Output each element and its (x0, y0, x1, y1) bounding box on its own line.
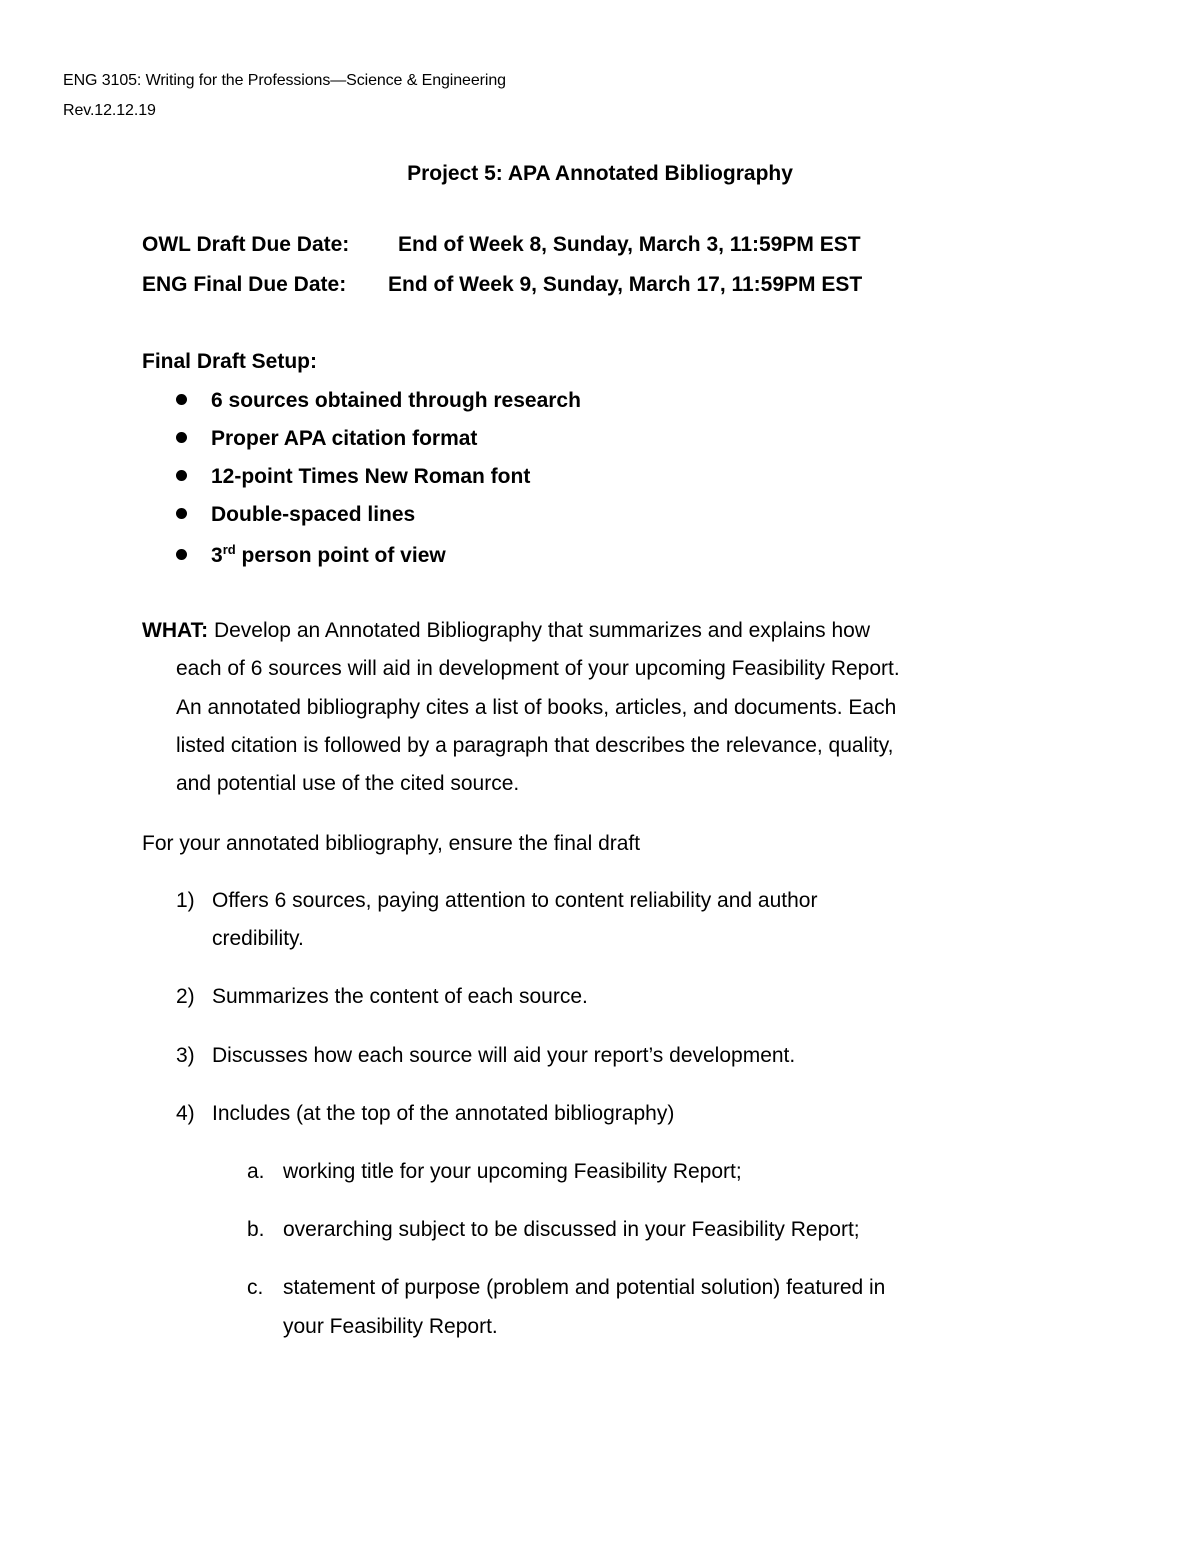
revision-date: Rev.12.12.19 (63, 102, 156, 119)
what-line: and potential use of the cited source. (176, 772, 520, 795)
bullet-icon (176, 432, 187, 443)
what-line: each of 6 sources will aid in development of your upcoming Feasibility Report. (176, 657, 900, 680)
setup-item: 12-point Times New Roman font (176, 465, 530, 489)
sub-item-continued: your Feasibility Report. (283, 1315, 498, 1338)
what-line: WHAT: Develop an Annotated Bibliography that summarizes and explains how (142, 619, 871, 642)
what-line: listed citation is followed by a paragraph that describes the relevance, quality, (176, 734, 894, 757)
course-header: ENG 3105: Writing for the Professions—Science & Engineering (63, 72, 506, 89)
requirement-item: 1) Offers 6 sources, paying attention to content reliability and author (176, 889, 818, 912)
requirement-item: 3) Discusses how each source will aid your report’s development. (176, 1044, 796, 1067)
owl-due-label: OWL Draft Due Date: (142, 233, 350, 256)
document-title: Project 5: APA Annotated Bibliography (407, 162, 793, 185)
requirement-item: 4) Includes (at the top of the annotated bibliography) (176, 1102, 675, 1125)
owl-due-date (142, 233, 861, 257)
eng-due-date (142, 273, 862, 297)
sub-item: a. working title for your upcoming Feasibility Report; (247, 1160, 742, 1183)
sub-item: c. statement of purpose (problem and potential solution) featured in (247, 1276, 886, 1299)
bullet-icon (176, 549, 187, 560)
setup-item: 6 sources obtained through research (176, 389, 581, 413)
setup-item: Proper APA citation format (176, 427, 477, 451)
what-label: WHAT: (142, 619, 209, 642)
owl-due-value: End of Week 8, Sunday, March 3, 11:59PM EST (398, 233, 861, 256)
requirements-intro: For your annotated bibliography, ensure the final draft (142, 832, 641, 855)
what-line: An annotated bibliography cites a list of books, articles, and documents. Each (176, 696, 897, 719)
eng-due-value: End of Week 9, Sunday, March 17, 11:59PM EST (388, 273, 863, 296)
bullet-icon (176, 470, 187, 481)
bullet-icon (176, 508, 187, 519)
requirement-item-continued: credibility. (212, 927, 304, 950)
ordinal-suffix: rd (222, 542, 236, 557)
setup-heading: Final Draft Setup: (142, 350, 318, 373)
setup-item: 3rd person point of view (176, 542, 446, 568)
bullet-icon (176, 394, 187, 405)
requirement-item: 2) Summarizes the content of each source. (176, 985, 588, 1008)
sub-item: b. overarching subject to be discussed in your Feasibility Report; (247, 1218, 860, 1241)
setup-item: Double-spaced lines (176, 503, 415, 527)
eng-due-label: ENG Final Due Date: (142, 273, 347, 296)
